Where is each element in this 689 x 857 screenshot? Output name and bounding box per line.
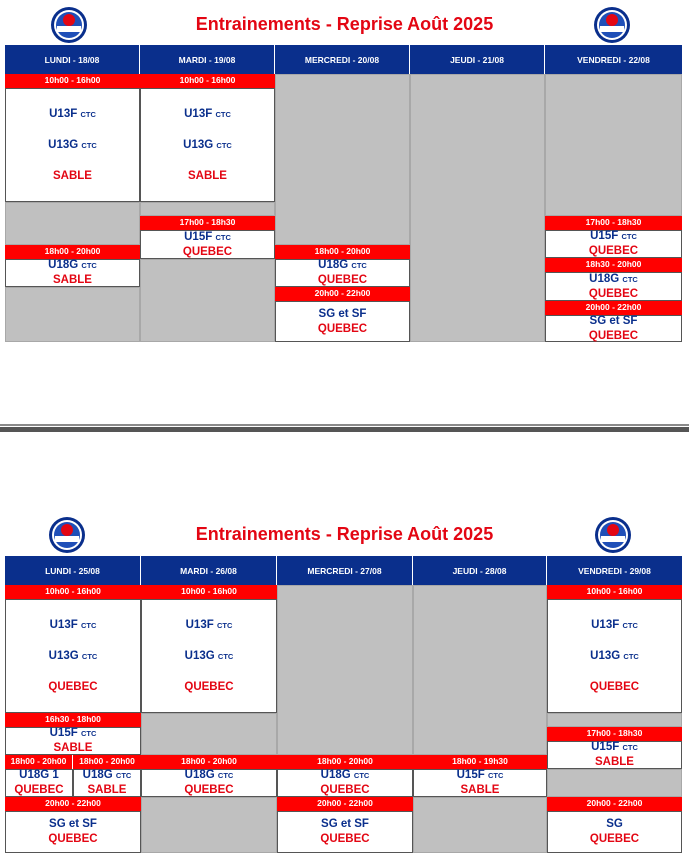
team-name: U18G 1 bbox=[19, 769, 59, 781]
empty-slot bbox=[140, 259, 275, 342]
time-slot: 18h00 - 20h00 bbox=[5, 245, 140, 259]
team-name: U13G bbox=[184, 649, 215, 662]
day-header: MERCREDI - 20/08 bbox=[275, 45, 410, 74]
venue: QUEBEC bbox=[589, 833, 640, 845]
training-cell: U13F CTC U13G CTC QUEBEC bbox=[5, 599, 141, 713]
training-cell bbox=[5, 769, 73, 797]
team-name: U18G bbox=[318, 259, 349, 271]
page-title: Entrainements - Reprise Août 2025 bbox=[195, 524, 494, 544]
schedule-week-1 bbox=[5, 45, 682, 342]
empty-slot bbox=[410, 74, 545, 342]
empty-slot bbox=[547, 769, 682, 797]
training-cell: U13F CTC U13G CTC SABLE bbox=[5, 88, 140, 202]
empty-slot bbox=[277, 585, 413, 755]
team-name: U15F bbox=[456, 769, 485, 781]
venue: QUEBEC bbox=[317, 274, 368, 286]
training-cell: U13F CTC U13G CTC QUEBEC bbox=[547, 599, 682, 713]
team-name: U15F bbox=[184, 230, 213, 243]
venue: QUEBEC bbox=[588, 287, 639, 300]
training-cell: U18G CTC QUEBEC bbox=[545, 272, 682, 301]
empty-slot bbox=[413, 797, 547, 853]
team-name: U18G bbox=[48, 259, 79, 271]
venue: SABLE bbox=[460, 784, 500, 796]
venue: SABLE bbox=[87, 784, 127, 796]
day-header: MARDI - 26/08 bbox=[141, 556, 277, 585]
team-name: U13G bbox=[48, 649, 79, 662]
team-name: U13G bbox=[183, 138, 214, 151]
training-cell: U15F CTC QUEBEC bbox=[140, 230, 275, 259]
day-header: MERCREDI - 27/08 bbox=[277, 556, 413, 585]
venue: QUEBEC bbox=[317, 322, 368, 335]
venue: QUEBEC bbox=[588, 245, 639, 257]
day-header: LUNDI - 18/08 bbox=[5, 45, 140, 74]
time-slot: 20h00 - 22h00 bbox=[277, 797, 413, 811]
time-slot: 10h00 - 16h00 bbox=[5, 585, 141, 599]
venue: QUEBEC bbox=[184, 784, 234, 796]
time-slot: 20h00 - 22h00 bbox=[547, 797, 682, 811]
training-cell bbox=[5, 811, 141, 853]
training-cell: U18G CTC QUEBEC bbox=[277, 769, 413, 797]
venue: SABLE bbox=[595, 756, 634, 768]
team-name: U18G bbox=[320, 769, 351, 781]
time-slot: 10h00 - 16h00 bbox=[141, 585, 277, 599]
team-name: U13F bbox=[591, 618, 620, 631]
empty-slot bbox=[5, 287, 140, 342]
venue: SABLE bbox=[53, 274, 92, 286]
day-header: JEUDI - 28/08 bbox=[413, 556, 547, 585]
training-cell bbox=[545, 315, 682, 342]
team-name: SG et SF bbox=[321, 818, 369, 830]
empty-slot bbox=[141, 713, 277, 755]
day-header: MARDI - 19/08 bbox=[140, 45, 275, 74]
team-name: U13F bbox=[185, 618, 214, 631]
training-cell bbox=[275, 301, 410, 342]
team-name: U15F bbox=[591, 741, 620, 753]
time-slot: 18h00 - 19h30 bbox=[413, 755, 547, 769]
venue: QUEBEC bbox=[184, 680, 234, 693]
venue: QUEBEC bbox=[182, 245, 233, 258]
page-title: Entrainements - Reprise Août 2025 bbox=[195, 14, 494, 34]
day-header: VENDREDI - 22/08 bbox=[545, 45, 682, 74]
day-header: JEUDI - 21/08 bbox=[410, 45, 545, 74]
training-cell: U13F CTC U13G CTC SABLE bbox=[140, 88, 275, 202]
venue: QUEBEC bbox=[320, 833, 370, 845]
venue: QUEBEC bbox=[589, 680, 640, 693]
venue: QUEBEC bbox=[48, 680, 98, 693]
training-cell: U15F CTC SABLE bbox=[413, 769, 547, 797]
day-header: LUNDI - 25/08 bbox=[5, 556, 141, 585]
training-cell bbox=[277, 811, 413, 853]
time-slot: 10h00 - 16h00 bbox=[5, 74, 140, 88]
time-slot: 18h00 - 20h00 bbox=[275, 245, 410, 259]
team-name: U13G bbox=[48, 138, 79, 151]
empty-slot bbox=[275, 74, 410, 245]
training-cell bbox=[547, 811, 682, 853]
team-name: U15F bbox=[49, 727, 78, 739]
training-cell: U18G CTC QUEBEC bbox=[275, 259, 410, 287]
time-slot: 18h00 - 20h00 bbox=[5, 755, 73, 769]
team-name: U18G bbox=[82, 769, 113, 781]
training-cell: U18G CTC SABLE bbox=[73, 769, 141, 797]
venue: SABLE bbox=[53, 169, 92, 182]
venue: QUEBEC bbox=[588, 329, 639, 342]
time-slot: 17h00 - 18h30 bbox=[140, 216, 275, 230]
empty-slot bbox=[547, 713, 682, 727]
team-name: U13F bbox=[49, 107, 78, 120]
venue: SABLE bbox=[188, 169, 227, 182]
day-header: VENDREDI - 29/08 bbox=[547, 556, 682, 585]
team-name: SG et SF bbox=[589, 314, 638, 327]
team-name: SG et SF bbox=[318, 307, 367, 320]
team-name: U13F bbox=[184, 107, 213, 120]
time-slot: 20h00 - 22h00 bbox=[275, 287, 410, 301]
venue: SABLE bbox=[53, 742, 93, 754]
team-name: U13F bbox=[49, 618, 78, 631]
venue: QUEBEC bbox=[320, 784, 370, 796]
training-cell: U13F CTC U13G CTC QUEBEC bbox=[141, 599, 277, 713]
team-name: U18G bbox=[589, 272, 620, 285]
time-slot: 18h00 - 20h00 bbox=[73, 755, 141, 769]
time-slot: 18h30 - 20h00 bbox=[545, 258, 682, 272]
team-name: U18G bbox=[184, 769, 215, 781]
training-cell: U15F CTC SABLE bbox=[547, 741, 682, 769]
training-cell: U18G CTC QUEBEC bbox=[141, 769, 277, 797]
venue: QUEBEC bbox=[14, 784, 64, 796]
venue: QUEBEC bbox=[48, 833, 98, 845]
empty-slot bbox=[545, 74, 682, 216]
team-name: U13G bbox=[590, 649, 621, 662]
training-cell: U15F CTC SABLE bbox=[5, 727, 141, 755]
training-cell: U18G CTC SABLE bbox=[5, 259, 140, 287]
empty-slot bbox=[5, 202, 140, 245]
team-name: U15F bbox=[590, 230, 619, 242]
time-slot: 17h00 - 18h30 bbox=[545, 216, 682, 230]
team-name: SG et SF bbox=[49, 818, 97, 830]
time-slot: 10h00 - 16h00 bbox=[140, 74, 275, 88]
time-slot: 17h00 - 18h30 bbox=[547, 727, 682, 741]
schedule-week-2 bbox=[5, 556, 682, 853]
training-cell: U15F CTC QUEBEC bbox=[545, 230, 682, 258]
team-name: SG bbox=[606, 818, 623, 830]
time-slot: 20h00 - 22h00 bbox=[545, 301, 682, 315]
time-slot: 18h00 - 20h00 bbox=[277, 755, 413, 769]
empty-slot bbox=[140, 202, 275, 216]
empty-slot bbox=[413, 585, 547, 755]
time-slot: 20h00 - 22h00 bbox=[5, 797, 141, 811]
time-slot: 10h00 - 16h00 bbox=[547, 585, 682, 599]
time-slot: 18h00 - 20h00 bbox=[141, 755, 277, 769]
page-separator bbox=[0, 424, 689, 432]
empty-slot bbox=[141, 797, 277, 853]
time-slot: 16h30 - 18h00 bbox=[5, 713, 141, 727]
